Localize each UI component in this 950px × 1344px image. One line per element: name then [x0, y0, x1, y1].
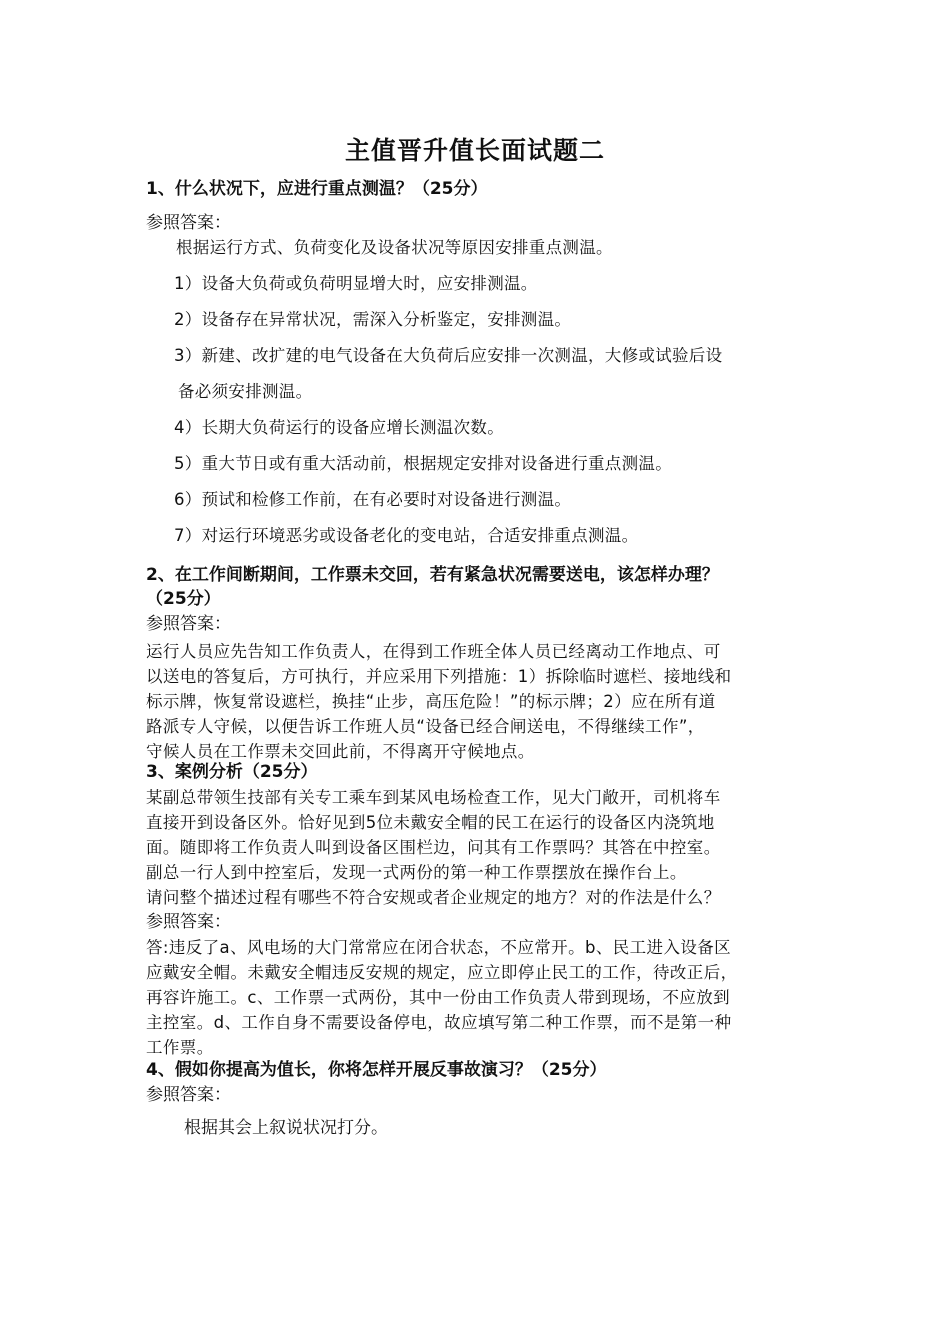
- case-question: 请问整个描述过程有哪些不符合安规或者企业规定的地方？对的作法是什么？: [146, 888, 721, 907]
- answer-item: 1）设备大负荷或负荷明显增大时，应安排测温。: [174, 274, 538, 293]
- question-3-heading: 3、案例分析（25分）: [146, 762, 318, 782]
- case-line: 副总一行人到中控室后，发现一式两份的第一种工作票摆放在操作台上。: [146, 863, 687, 882]
- answer-text: 根据其会上叙说状况打分。: [184, 1118, 388, 1138]
- question-2-heading: 2、在工作间断期间，工作票未交回，若有紧急状况需要送电，该怎样办理？: [146, 565, 719, 585]
- question-4: [146, 1057, 826, 1141]
- answer-label: 参照答案：: [146, 614, 231, 634]
- answer-line: 再容许施工。c、工作票一式两份，其中一份由工作负责人带到现场，不应放到: [146, 988, 731, 1007]
- answer-line: 守候人员在工作票未交回此前，不得离开守候地点。: [146, 742, 535, 761]
- answer-label: 参照答案：: [146, 213, 231, 233]
- answer-line: 应戴安全帽。未戴安全帽违反安规的规定，应立即停止民工的工作，待改正后，: [146, 963, 738, 982]
- question-2: [146, 562, 826, 764]
- case-line: 某副总带领生技部有关专工乘车到某风电场检查工作，见大门敞开，司机将车: [146, 788, 721, 807]
- answer-line: 路派专人守候，以便告诉工作班人员“设备已经合闸送电，不得继续工作”，: [146, 717, 705, 736]
- answer-label: 参照答案：: [146, 1085, 231, 1105]
- question-3: [146, 759, 826, 1060]
- case-line: 直接开到设备区外。恰好见到5位未戴安全帽的民工在运行的设备区内浇筑地: [146, 813, 715, 832]
- answer-line: 标示牌，恢复常设遮栏，换挂“止步，高压危险！”的标示牌；2）应在所有道: [146, 692, 716, 711]
- question-1-answer-list: [174, 230, 824, 554]
- answer-item: 2）设备存在异常状况，需深入分析鉴定，安排测温。: [174, 310, 572, 329]
- question-1-heading: 1、什么状况下，应进行重点测温？（25分）: [146, 179, 488, 199]
- answer-item: 7）对运行环境恶劣或设备老化的变电站，合适安排重点测温。: [174, 526, 639, 545]
- answer-item: 5）重大节日或有重大活动前，根据规定安排对设备进行重点测温。: [174, 454, 672, 473]
- answer-line: 运行人员应先告知工作负责人，在得到工作班全体人员已经离动工作地点、可: [146, 642, 721, 661]
- answer-item: 4）长期大负荷运行的设备应增长测温次数。: [174, 418, 504, 437]
- answer-line: 以送电的答复后，方可执行，并应采用下列措施：1）拆除临时遮栏、接地线和: [146, 667, 732, 686]
- answer-label: 参照答案：: [146, 912, 231, 932]
- answer-line: 答:违反了a、风电场的大门常常应在闭合状态，不应常开。b、民工进入设备区: [146, 938, 732, 957]
- answer-item-continuation: 备必须安排测温。: [178, 382, 313, 401]
- question-4-heading: 4、假如你提高为值长，你将怎样开展反事故演习？（25分）: [146, 1060, 607, 1080]
- answer-line: 主控室。d、工作自身不需要设备停电，故应填写第二种工作票，而不是第一种: [146, 1013, 732, 1032]
- answer-item: 6）预试和检修工作前，在有必要时对设备进行测温。: [174, 490, 572, 509]
- answer-item: 3）新建、改扩建的电气设备在大负荷后应安排一次测温，大修或试验后设: [174, 346, 723, 365]
- question-1: [146, 176, 816, 202]
- answer-intro: 根据运行方式、负荷变化及设备状况等原因安排重点测温。: [176, 238, 613, 257]
- answer-line: 工作票。: [146, 1038, 214, 1057]
- case-line: 面。随即将工作负责人叫到设备区围栏边，问其有工作票吗？其答在中控室。: [146, 838, 721, 857]
- question-2-heading-cont: （25分）: [146, 589, 221, 609]
- document-title: 主值晋升值长面试题二: [344, 136, 605, 165]
